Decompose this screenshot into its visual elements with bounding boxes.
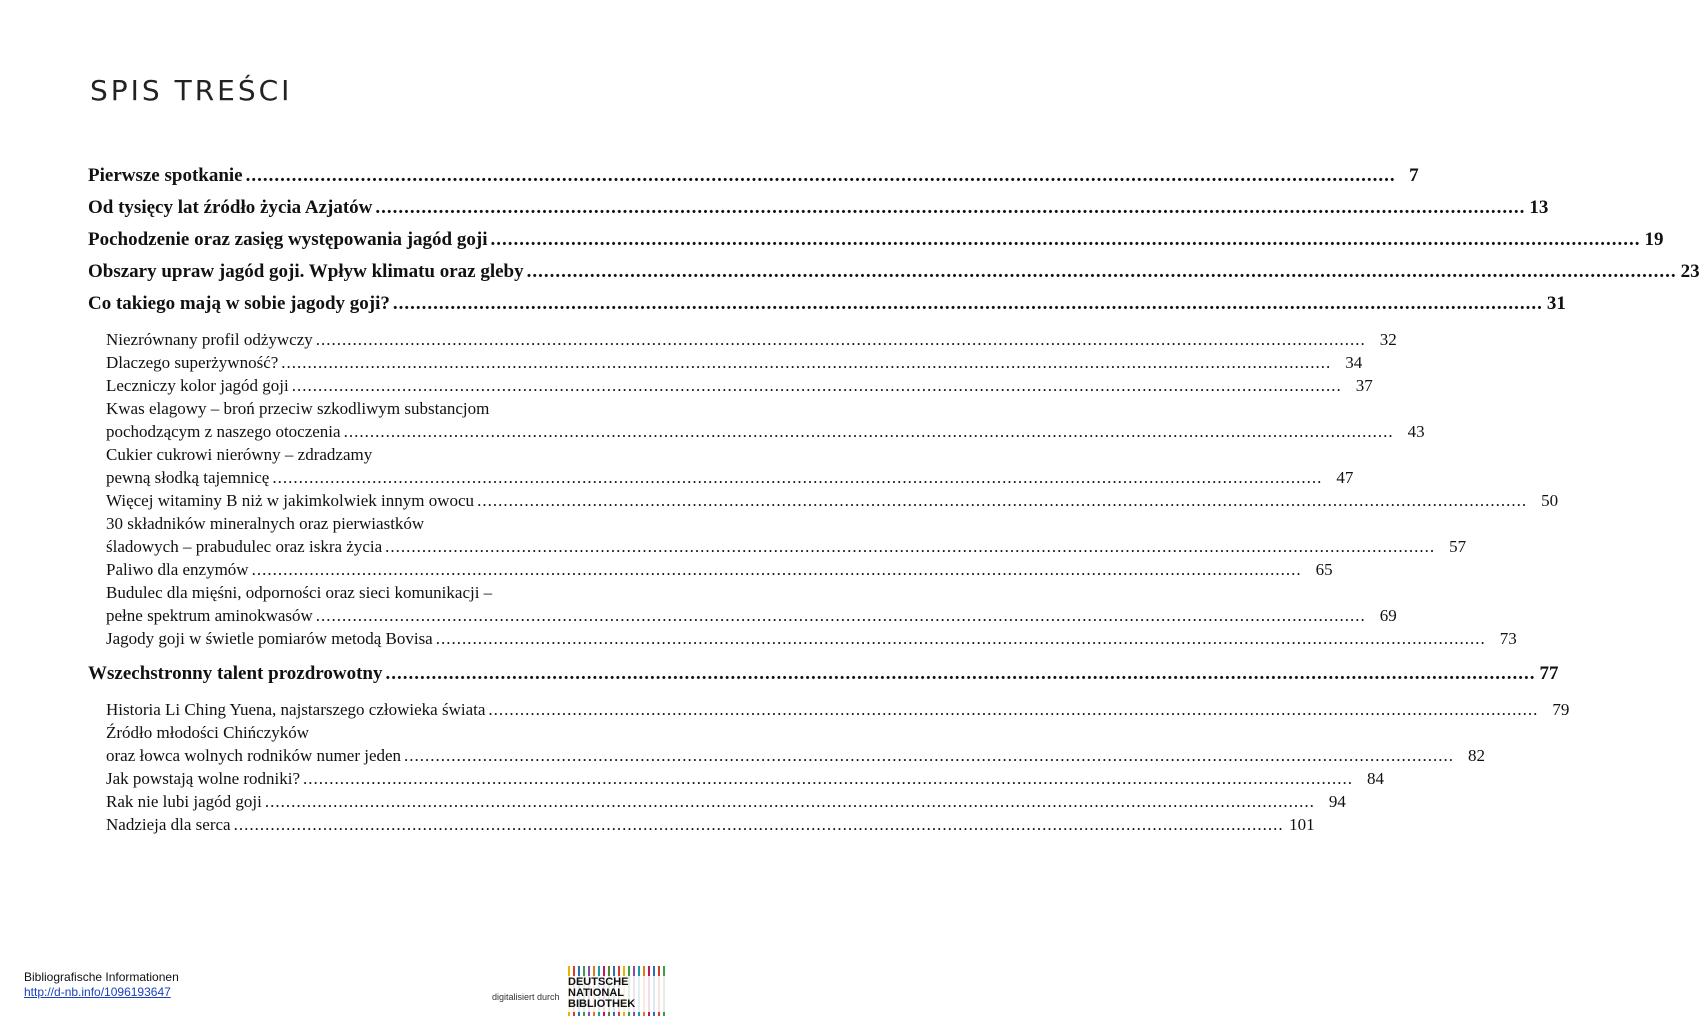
toc-entry-label: pochodzącym z naszego otoczenia: [106, 422, 341, 441]
toc-page-number: 23: [1680, 261, 1700, 282]
toc-leader-dots: ........................................................................................................................................................................................................: [404, 746, 1455, 765]
toc-leader-dots: ........................................................................................................................................................................................................: [245, 165, 1396, 186]
toc-page-number: 13: [1529, 197, 1549, 218]
toc-leader-dots: ........................................................................................................................................................................................................: [375, 197, 1526, 218]
toc-page-number: 77: [1539, 663, 1559, 684]
toc-entry-label: Jagody goji w świetle pomiarów metodą Bovisa: [106, 629, 433, 648]
toc-leader-dots: ........................................................................................................................................................................................................: [392, 293, 1543, 314]
toc-subentry: [88, 466, 1354, 489]
toc-entry-label: Co takiego mają w sobie jagody goji?: [88, 293, 390, 314]
toc-entry-label: Od tysięcy lat źródło życia Azjatów: [88, 197, 373, 218]
toc-page-number: 84: [1367, 769, 1385, 788]
toc-page-number: 73: [1499, 629, 1517, 648]
toc-leader-dots: ........................................................................................................................................................................................................: [488, 700, 1539, 719]
toc-entry-label: Pierwsze spotkanie: [88, 165, 243, 186]
toc-page-number: 34: [1345, 353, 1363, 372]
toc-entry-label: pewną słodką tajemnicę: [106, 468, 270, 487]
toc-entry-label: Wszechstronny talent prozdrowotny: [88, 663, 383, 684]
toc-entry-line: 30 składników mineralnych oraz pierwiastków: [106, 514, 425, 533]
toc-leader-dots: ........................................................................................................................................................................................................: [315, 330, 1366, 349]
toc-page-number: 79: [1552, 700, 1570, 719]
toc-leader-dots: ........................................................................................................................................................................................................: [385, 663, 1536, 684]
toc-subentry: [88, 374, 1373, 397]
toc-leader-dots: ........................................................................................................................................................................................................: [315, 606, 1366, 625]
toc-leader-dots: ........................................................................................................................................................................................................: [490, 229, 1641, 250]
toc-leader-dots: ........................................................................................................................................................................................................: [251, 560, 1302, 579]
toc-entry-label: Historia Li Ching Yuena, najstarszego człowieka świata: [106, 700, 486, 719]
bibliographic-label: Bibliografische Informationen: [24, 970, 179, 984]
bibliographic-info: [24, 970, 179, 1000]
dnb-link[interactable]: http://d-nb.info/1096193647: [24, 985, 171, 999]
toc-subentry: [88, 767, 1385, 790]
toc-leader-dots: ........................................................................................................................................................................................................: [385, 537, 1436, 556]
toc-entry-label: Nadzieja dla serca: [106, 815, 231, 834]
dnb-logo-text: [568, 977, 635, 1010]
toc-page-number: 37: [1355, 376, 1373, 395]
toc-page-number: 50: [1541, 491, 1559, 510]
toc-leader-dots: ........................................................................................................................................................................................................: [281, 353, 1332, 372]
toc-page-number: 65: [1315, 560, 1333, 579]
toc-subentry: [88, 535, 1467, 558]
toc-subentry: [88, 604, 1397, 627]
toc-page-number: 47: [1336, 468, 1354, 487]
toc-entry-label: Leczniczy kolor jagód goji: [106, 376, 289, 395]
toc-leader-dots: ........................................................................................................................................................................................................: [435, 629, 1486, 648]
toc-page-number: 69: [1379, 606, 1397, 625]
toc-entry-line: Źródło młodości Chińczyków: [106, 723, 310, 742]
toc-page-number: 94: [1328, 792, 1346, 811]
toc-entry-label: Pochodzenie oraz zasięg występowania jagód goji: [88, 229, 488, 250]
toc-subentry: [88, 813, 1315, 836]
dnb-logo-line: DEUTSCHE: [568, 976, 629, 988]
toc-subentry: [88, 698, 1570, 721]
toc-page-number: 82: [1468, 746, 1486, 765]
toc-entry-label: Dlaczego superżywność?: [106, 353, 279, 372]
toc-subentry: [88, 489, 1559, 512]
toc-entry-line: Budulec dla mięśni, odporności oraz sieci komunikacji –: [106, 583, 493, 602]
toc-subentry: [88, 627, 1517, 650]
toc-leader-dots: ........................................................................................................................................................................................................: [526, 261, 1677, 282]
toc-subentry: [88, 351, 1363, 374]
toc-chapter: [88, 192, 1549, 224]
toc-leader-dots: ........................................................................................................................................................................................................: [272, 468, 1323, 487]
toc-entry-line: Kwas elagowy – broń przeciw szkodliwym substancjom: [106, 399, 490, 418]
toc-entry-label: Rak nie lubi jagód goji: [106, 792, 262, 811]
dnb-logo-line: BIBLIOTHEK: [568, 998, 636, 1010]
toc-page-number: 7: [1409, 165, 1419, 186]
toc-leader-dots: ........................................................................................................................................................................................................: [303, 769, 1354, 788]
toc-chapter: [88, 288, 1566, 320]
toc-chapter: [88, 160, 1419, 192]
toc-chapter: [88, 256, 1700, 288]
toc-leader-dots: ........................................................................................................................................................................................................: [477, 491, 1528, 510]
toc-entry-label: Niezrównany profil odżywczy: [106, 330, 313, 349]
toc-entry-label: Więcej witaminy B niż w jakimkolwiek innym owocu: [106, 491, 475, 510]
toc-page-number: 32: [1379, 330, 1397, 349]
toc-leader-dots: ........................................................................................................................................................................................................: [291, 376, 1342, 395]
toc-entry-label: Obszary upraw jagód goji. Wpływ klimatu oraz gleby: [88, 261, 524, 282]
toc-leader-dots: ........................................................................................................................................................................................................: [264, 792, 1315, 811]
toc-entry-label: Jak powstają wolne rodniki?: [106, 769, 301, 788]
toc-chapter: [88, 658, 1559, 690]
toc-page-number: 57: [1449, 537, 1467, 556]
toc-subentry: [88, 328, 1397, 351]
toc-subentry: [88, 558, 1333, 581]
toc-subentry: [88, 420, 1425, 443]
toc-chapter: [88, 224, 1664, 256]
toc-entry-line: Cukier cukrowi nierówny – zdradzamy: [106, 445, 373, 464]
toc-leader-dots: ........................................................................................................................................................................................................: [233, 815, 1284, 834]
toc-page-number: 19: [1644, 229, 1664, 250]
toc-page-number: 31: [1546, 293, 1566, 314]
toc-leader-dots: ........................................................................................................................................................................................................: [343, 422, 1394, 441]
digitalized-by-label: digitalisiert durch: [492, 992, 560, 1002]
toc-entry-label: pełne spektrum aminokwasów: [106, 606, 313, 625]
table-of-contents: [88, 160, 1700, 836]
toc-subentry: [88, 744, 1486, 767]
page-title: SPIS TREŚCI: [90, 74, 293, 107]
toc-page-number: 43: [1407, 422, 1425, 441]
dnb-logo-line: NATIONAL: [568, 987, 625, 999]
toc-subentry: [88, 790, 1346, 813]
toc-entry-label: Paliwo dla enzymów: [106, 560, 249, 579]
toc-page-number: 101: [1289, 815, 1315, 834]
toc-entry-label: śladowych – prabudulec oraz iskra życia: [106, 537, 383, 556]
toc-entry-label: oraz łowca wolnych rodników numer jeden: [106, 746, 402, 765]
